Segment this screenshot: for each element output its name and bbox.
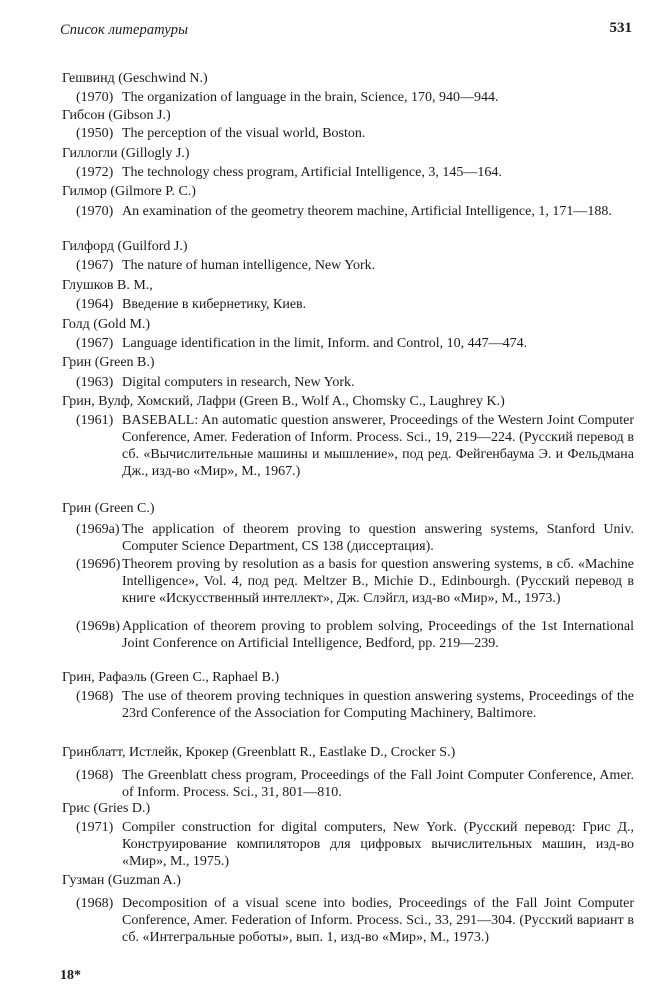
reference-text: BASEBALL: An automatic question answerer, Proceedings of the Western Joint Computer Conference, Amer. Federation of Inform. Process. Sci., 19, 219—224. (Русский перевод в сб. «Вычислительные машины и мышление», под ред. Фейгенбаума Э. и Фельдмана Дж., изд-во «Мир», М., 1967.) bbox=[122, 413, 634, 479]
reference-year: (1970) bbox=[76, 90, 114, 105]
reference-work bbox=[76, 895, 634, 946]
reference-year: (1969a) bbox=[76, 522, 120, 537]
reference-year: (1970) bbox=[76, 204, 114, 219]
reference-text: Decomposition of a visual scene into bodies, Proceedings of the Fall Joint Computer Conference, Amer. Federation of Inform. Process. Sci., 33, 291—304. (Русский вариант в сб. «Интегральные роботы», вып. 1, изд-во «Мир», М., 1973.) bbox=[122, 896, 634, 945]
author-heading: Голд (Gold M.) bbox=[62, 317, 151, 332]
author-heading: Гринблатт, Истлейк, Крокер (Greenblatt R., Eastlake D., Crocker S.) bbox=[62, 745, 456, 760]
reference-text: Digital computers in research, New York. bbox=[122, 375, 355, 390]
reference-work bbox=[76, 618, 634, 652]
reference-year: (1964) bbox=[76, 297, 114, 312]
author-heading: Грин (Green C.) bbox=[62, 501, 155, 516]
reference-year: (1969в) bbox=[76, 619, 120, 634]
reference-work bbox=[76, 521, 634, 555]
reference-work bbox=[76, 374, 634, 391]
reference-year: (1961) bbox=[76, 413, 114, 428]
author-heading: Грин, Вулф, Хомский, Лафри (Green B., Wolf A., Chomsky C., Laughrey K.) bbox=[62, 394, 505, 409]
reference-text: Введение в кибернетику, Киев. bbox=[122, 297, 307, 312]
reference-text: The application of theorem proving to question answering systems, Stanford Univ. Computer Science Department, CS 138 (диссертация). bbox=[122, 522, 634, 554]
reference-text: The perception of the visual world, Boston. bbox=[122, 126, 366, 141]
author-heading: Гибсон (Gibson J.) bbox=[62, 108, 171, 123]
reference-year: (1967) bbox=[76, 258, 114, 273]
reference-work bbox=[76, 819, 634, 870]
reference-work bbox=[76, 257, 634, 274]
author-heading: Грин, Рафаэль (Green C., Raphael B.) bbox=[62, 670, 280, 685]
reference-year: (1967) bbox=[76, 336, 114, 351]
author-heading: Гиллогли (Gillogly J.) bbox=[62, 146, 190, 161]
reference-year: (1968) bbox=[76, 896, 114, 911]
reference-work bbox=[76, 688, 634, 722]
reference-text: The nature of human intelligence, New York. bbox=[122, 258, 376, 273]
reference-text: The technology chess program, Artificial Intelligence, 3, 145—164. bbox=[122, 165, 502, 180]
author-heading: Гилмор (Gilmore P. C.) bbox=[62, 184, 196, 199]
reference-year: (1969б) bbox=[76, 557, 121, 572]
reference-year: (1971) bbox=[76, 820, 114, 835]
author-heading: Гилфорд (Guilford J.) bbox=[62, 239, 188, 254]
reference-year: (1963) bbox=[76, 375, 114, 390]
reference-text: Compiler construction for digital computers, New York. (Русский перевод: Грис Д., Конструирование компиляторов для цифровых вычислительных машин, изд-во «Мир», М., 1975.) bbox=[122, 820, 634, 869]
reference-work bbox=[76, 125, 634, 142]
reference-text: The Greenblatt chess program, Proceedings of the Fall Joint Computer Conference, Amer. of Inform. Process. Sci., 31, 801—810. bbox=[122, 768, 634, 800]
reference-text: An examination of the geometry theorem machine, Artificial Intelligence, 1, 171—188. bbox=[122, 204, 612, 219]
reference-work bbox=[76, 89, 634, 106]
reference-work bbox=[76, 164, 634, 181]
reference-text: The use of theorem proving techniques in question answering systems, Proceedings of the 23rd Conference of the Association for Computing Machinery, Baltimore. bbox=[122, 689, 634, 721]
reference-year: (1950) bbox=[76, 126, 114, 141]
reference-text: The organization of language in the brain, Science, 170, 940—944. bbox=[122, 90, 499, 105]
author-heading: Грин (Green B.) bbox=[62, 355, 155, 370]
reference-work bbox=[76, 203, 634, 220]
reference-work bbox=[76, 767, 634, 801]
reference-work bbox=[76, 556, 634, 607]
author-heading: Грис (Gries D.) bbox=[62, 801, 151, 816]
author-heading: Глушков В. М., bbox=[62, 278, 153, 293]
author-heading: Гузман (Guzman A.) bbox=[62, 873, 181, 888]
reference-year: (1968) bbox=[76, 689, 114, 704]
reference-work bbox=[76, 335, 634, 352]
running-head-title: Список литературы bbox=[60, 22, 189, 38]
reference-text: Language identification in the limit, Inform. and Control, 10, 447—474. bbox=[122, 336, 528, 351]
signature-mark: 18* bbox=[60, 968, 81, 983]
reference-text: Theorem proving by resolution as a basis for question answering systems, в сб. «Machine Intelligence», Vol. 4, под ред. Meltzer B., Michie D., Edinbourgh. (Русский перевод в книге «Искусственный интеллект», Дж. Слэйгл, изд-во «Мир», М., 1973.) bbox=[122, 557, 634, 606]
reference-text: Application of theorem proving to problem solving, Proceedings of the 1st International Joint Conference on Artificial Intelligence, Bedford, pp. 219—239. bbox=[122, 619, 634, 651]
page-number: 531 bbox=[609, 20, 632, 36]
reference-year: (1968) bbox=[76, 768, 114, 783]
reference-work bbox=[76, 412, 634, 480]
reference-year: (1972) bbox=[76, 165, 114, 180]
author-heading: Гешвинд (Geschwind N.) bbox=[62, 71, 208, 86]
reference-work bbox=[76, 296, 634, 313]
